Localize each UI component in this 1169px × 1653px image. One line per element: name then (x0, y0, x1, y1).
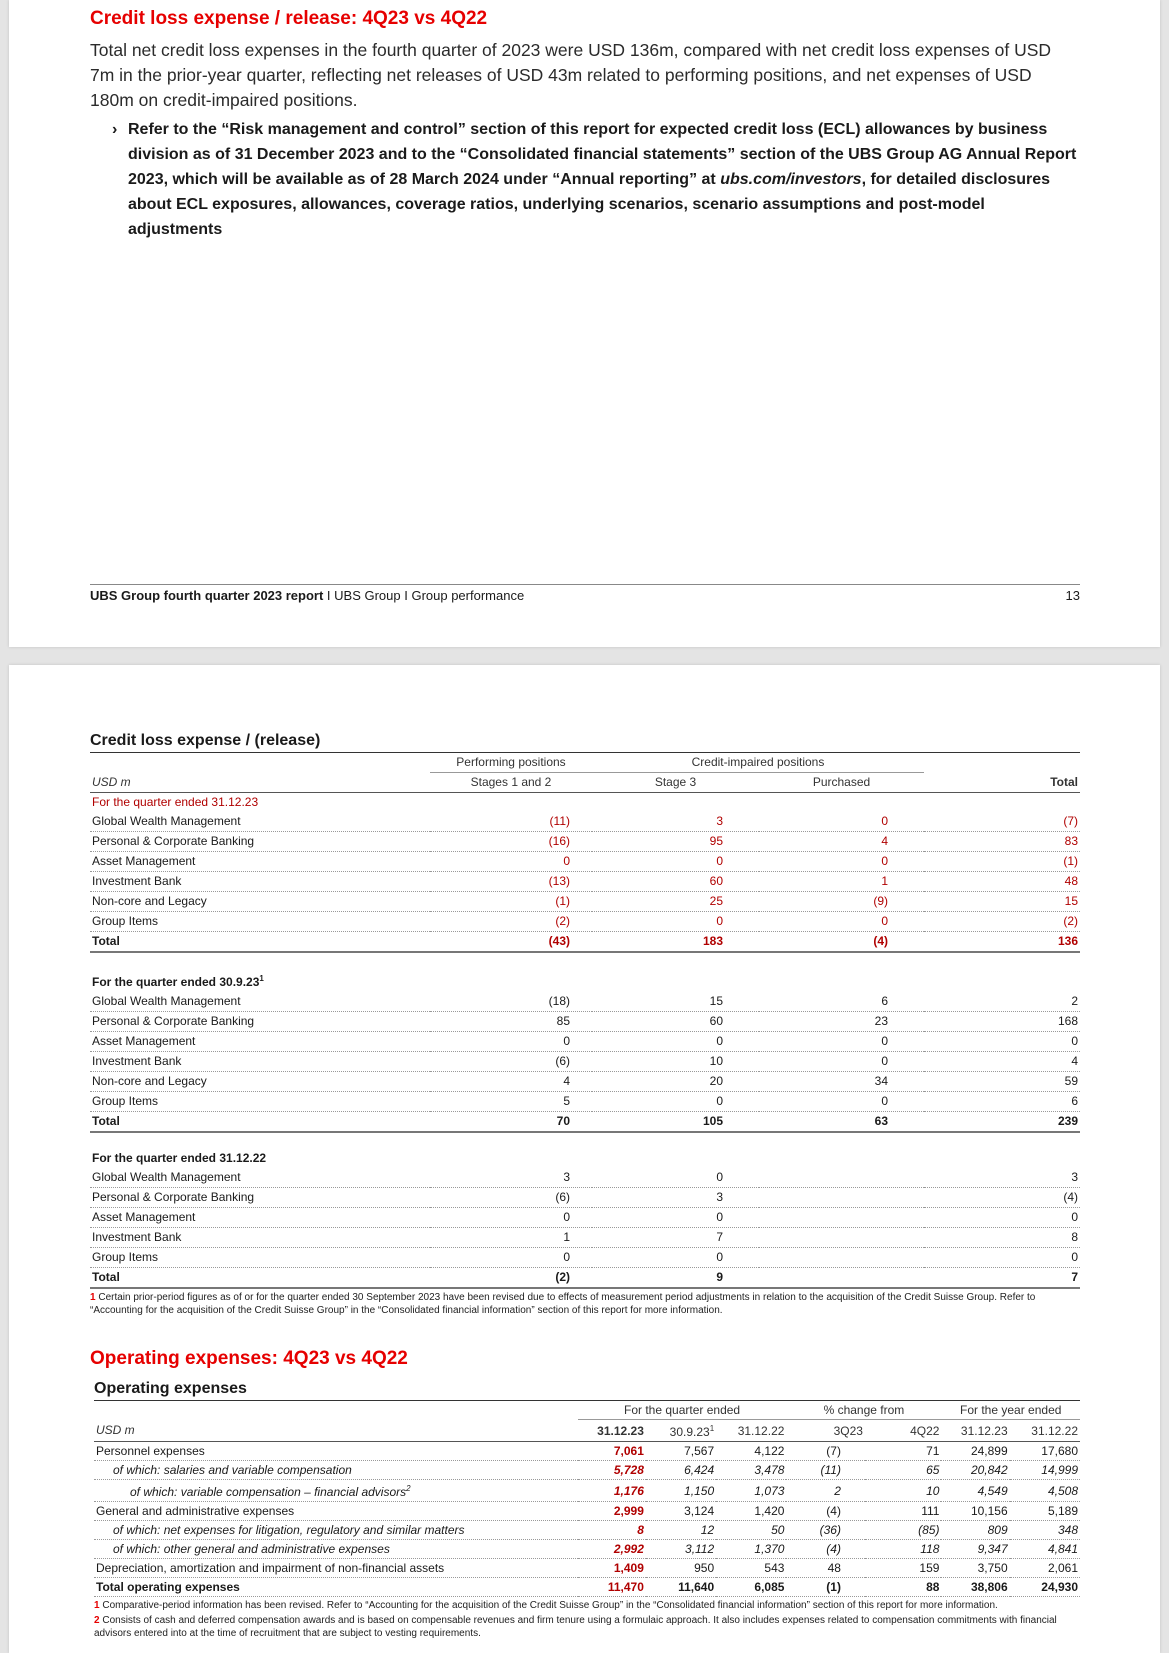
section-label-row (90, 1149, 1080, 1168)
cell-value (759, 1208, 924, 1228)
cell-value: 63 (759, 1112, 924, 1133)
cell-value: 0 (592, 1092, 759, 1112)
cell-value: 168 (924, 1012, 1080, 1032)
cell-value: 0 (430, 1208, 592, 1228)
cell-value: 11,470 (578, 1578, 646, 1597)
cell-value: 60 (592, 1012, 759, 1032)
cell-value: 85 (430, 1012, 592, 1032)
table-row (90, 1032, 1080, 1052)
cell-value: 1,150 (646, 1480, 716, 1502)
cell-value: 8 (578, 1521, 646, 1540)
row-label (94, 1578, 578, 1597)
group-header-row (90, 753, 1080, 773)
cell-value: 3 (430, 1168, 592, 1188)
cell-value: 2 (924, 992, 1080, 1012)
credit-loss-heading: Credit loss expense / release: 4Q23 vs 4Q22 (90, 8, 488, 29)
credit-loss-table (90, 753, 1080, 1289)
cell-value: 0 (592, 1248, 759, 1268)
cell-value: 59 (924, 1072, 1080, 1092)
row-label-text: of which: salaries and variable compensation (113, 1463, 352, 1477)
cell-value: 3 (592, 1188, 759, 1208)
cell-value (759, 1168, 924, 1188)
cell-value: 0 (924, 1248, 1080, 1268)
cell-value: (4) (759, 932, 924, 953)
section-label-text: For the quarter ended 31.12.22 (92, 1151, 267, 1165)
cell-value: 17,680 (1010, 1442, 1080, 1461)
opex-row (94, 1480, 1080, 1502)
opex-row (94, 1442, 1080, 1461)
cell-value: 0 (924, 1032, 1080, 1052)
cell-value: (13) (430, 872, 592, 892)
row-label: Asset Management (90, 1032, 430, 1052)
cell-value: 7,061 (578, 1442, 646, 1461)
cell-value: (1) (430, 892, 592, 912)
table-row (90, 1228, 1080, 1248)
opex-group-header: For the quarter ended (578, 1401, 787, 1420)
row-label: Personal & Corporate Banking (90, 1012, 430, 1032)
credit-loss-table-title: Credit loss expense / (release) (90, 732, 1080, 753)
cell-value: 239 (924, 1112, 1080, 1133)
row-label: Asset Management (90, 1208, 430, 1228)
column-header: Total (924, 773, 1080, 793)
cell-value: 7,567 (646, 1442, 716, 1461)
table-row (90, 1208, 1080, 1228)
cell-value: 60 (592, 872, 759, 892)
opex-column-header (865, 1420, 941, 1442)
page-footer (90, 584, 1080, 603)
cell-value: 7 (592, 1228, 759, 1248)
footnote-text: Certain prior-period figures as of or for the quarter ended 30 September 2023 have been revised due to effects of measurement period adjustments in relation to the acquisition of the Credit Suisse Group. Refer to “Accounting for the acquisition of the Credit Suisse Group” in the “Consolidated financial information” section of this report for more information. (90, 1292, 1036, 1316)
header-text: 3Q23 (833, 1423, 863, 1438)
credit-loss-paragraph: Total net credit loss expenses in the fourth quarter of 2023 were USD 136m, compared with net credit loss expenses of USD 7m in the prior-year quarter, reflecting net releases of USD 43m related to performing positions, and net expenses of USD 180m on credit-impaired positions. (90, 40, 1052, 110)
cell-value: 25 (592, 892, 759, 912)
opex-table (94, 1401, 1080, 1597)
cell-value: 95 (592, 832, 759, 852)
cell-value: 0 (592, 852, 759, 872)
table-row (90, 812, 1080, 832)
cell-value: (6) (430, 1188, 592, 1208)
cell-value: (43) (430, 932, 592, 953)
cell-value: 4,122 (716, 1442, 786, 1461)
cell-value: 0 (430, 1032, 592, 1052)
cell-value: 4,841 (1010, 1540, 1080, 1559)
cell-value: (6) (430, 1052, 592, 1072)
ref-text-pre: Refer to the “Risk management and control” section of this report for expected credit loss (ECL) allowances by business division as of 31 December 2023 and to the “Consolidated financial statements” section of the UBS Group AG Annual Report 2023, which will be available as of 28 March 2024 under “Annual reporting” at (128, 121, 1077, 188)
opex-table-body (94, 1401, 1080, 1597)
cell-value: 0 (759, 912, 924, 932)
footer-report-title: UBS Group fourth quarter 2023 report (90, 588, 324, 603)
cell-value: 6,424 (646, 1461, 716, 1480)
cell-value: 809 (941, 1521, 1009, 1540)
cell-value: 11,640 (646, 1578, 716, 1597)
cell-value: 20,842 (941, 1461, 1009, 1480)
cell-value: 23 (759, 1012, 924, 1032)
unit-label (94, 1420, 578, 1442)
opex-column-header (941, 1420, 1009, 1442)
chevron-right-icon: › (112, 121, 118, 138)
header-text: 31.12.23 (597, 1423, 644, 1438)
cell-value: 65 (865, 1461, 941, 1480)
header-text: 31.12.23 (960, 1423, 1008, 1438)
cell-value: 5,189 (1010, 1502, 1080, 1521)
cell-value: 3,478 (716, 1461, 786, 1480)
row-label (94, 1442, 578, 1461)
cell-value: 0 (759, 812, 924, 832)
footer-label (90, 588, 524, 603)
opex-group-header: For the year ended (941, 1401, 1080, 1420)
cell-value: 50 (716, 1521, 786, 1540)
blank-cell (924, 753, 1080, 773)
cell-value: 0 (592, 912, 759, 932)
table-row (90, 832, 1080, 852)
opex-row (94, 1502, 1080, 1521)
footnote-ref: 2 (406, 1484, 411, 1493)
cell-value: 9,347 (941, 1540, 1009, 1559)
column-header: Stage 3 (592, 773, 759, 793)
cell-value: 48 (924, 872, 1080, 892)
unit-label: USD m (90, 773, 430, 793)
cell-value: 70 (430, 1112, 592, 1133)
cell-value: 4,508 (1010, 1480, 1080, 1502)
cell-value: 136 (924, 932, 1080, 953)
row-label: Non-core and Legacy (90, 892, 430, 912)
table-row (90, 852, 1080, 872)
cell-value: (18) (430, 992, 592, 1012)
section-spacer (90, 1132, 1080, 1149)
cell-value: 2,999 (578, 1502, 646, 1521)
cell-value: 4 (924, 1052, 1080, 1072)
cell-value: (1) (924, 852, 1080, 872)
cell-value: 6 (759, 992, 924, 1012)
cell-value: (16) (430, 832, 592, 852)
cell-value: 2,992 (578, 1540, 646, 1559)
column-header-row (90, 773, 1080, 793)
cell-value: 3,124 (646, 1502, 716, 1521)
row-label-text: Total operating expenses (96, 1580, 240, 1594)
cell-value: 9 (592, 1268, 759, 1289)
cell-value: (1) (786, 1578, 865, 1597)
credit-table-footnote (90, 1291, 1080, 1317)
row-label: Group Items (90, 1092, 430, 1112)
cell-value: 3,112 (646, 1540, 716, 1559)
opex-row (94, 1521, 1080, 1540)
cell-value: (2) (430, 912, 592, 932)
cell-value: 543 (716, 1559, 786, 1578)
header-text: 4Q22 (910, 1423, 940, 1438)
cell-value: 1,073 (716, 1480, 786, 1502)
cell-value: 3 (592, 812, 759, 832)
section-label (90, 969, 1080, 992)
blank-cell (90, 753, 430, 773)
footnote-ref: 1 (709, 1424, 715, 1433)
cell-value: 2 (786, 1480, 865, 1502)
cell-value: 1 (430, 1228, 592, 1248)
row-label-text: Personnel expenses (96, 1444, 205, 1458)
cell-value: (85) (865, 1521, 941, 1540)
cell-value: 3,750 (941, 1559, 1009, 1578)
cell-value: 15 (592, 992, 759, 1012)
row-label: Total (90, 1112, 430, 1133)
credit-loss-table-body (90, 753, 1080, 1288)
row-label: Group Items (90, 912, 430, 932)
row-label: Global Wealth Management (90, 1168, 430, 1188)
cell-value: 0 (592, 1168, 759, 1188)
cell-value: 183 (592, 932, 759, 953)
row-label (94, 1540, 578, 1559)
cell-value: (2) (924, 912, 1080, 932)
cell-value: 348 (1010, 1521, 1080, 1540)
table-row (90, 912, 1080, 932)
header-text: 31.12.22 (1031, 1423, 1078, 1438)
row-label-text: of which: other general and administrative expenses (113, 1542, 390, 1556)
table-row (90, 892, 1080, 912)
row-label (94, 1461, 578, 1480)
cell-value (759, 1248, 924, 1268)
opex-group-header: % change from (786, 1401, 941, 1420)
table-row (90, 1072, 1080, 1092)
row-label: Total (90, 932, 430, 953)
cell-value: 88 (865, 1578, 941, 1597)
table-row (90, 1012, 1080, 1032)
opex-table-title: Operating expenses (94, 1380, 1080, 1401)
footer-section-path: I UBS Group I Group performance (323, 588, 525, 603)
cell-value: 5,728 (578, 1461, 646, 1480)
page-13-content (90, 8, 1080, 242)
cell-value: 118 (865, 1540, 941, 1559)
footnote-number: 1 (90, 1292, 96, 1303)
cell-value: 0 (759, 852, 924, 872)
opex-group-header-row (94, 1401, 1080, 1420)
cell-value: 4 (759, 832, 924, 852)
opex-total-row (94, 1578, 1080, 1597)
cell-value: 20 (592, 1072, 759, 1092)
spacer-cell (90, 1132, 1080, 1149)
row-label (94, 1521, 578, 1540)
cell-value: 12 (646, 1521, 716, 1540)
row-label (94, 1502, 578, 1521)
cell-value: 24,899 (941, 1442, 1009, 1461)
opex-column-header (646, 1420, 716, 1442)
cell-value: (4) (924, 1188, 1080, 1208)
cell-value: 4,549 (941, 1480, 1009, 1502)
section-label-row (90, 793, 1080, 813)
spacer-cell (90, 952, 1080, 969)
cell-value: 10 (592, 1052, 759, 1072)
cell-value: 7 (924, 1268, 1080, 1289)
cell-value: 1,176 (578, 1480, 646, 1502)
opex-row (94, 1461, 1080, 1480)
cell-value: 0 (430, 1248, 592, 1268)
table-total-row (90, 1268, 1080, 1289)
opex-row (94, 1540, 1080, 1559)
page-number: 13 (1065, 588, 1080, 603)
table-row (90, 1092, 1080, 1112)
cell-value: 38,806 (941, 1578, 1009, 1597)
row-label: Investment Bank (90, 1228, 430, 1248)
footnote-ref: 1 (259, 974, 264, 983)
row-label (94, 1480, 578, 1502)
cell-value: 111 (865, 1502, 941, 1521)
opex-block (90, 1348, 1080, 1640)
opex-row (94, 1559, 1080, 1578)
cell-value: 4 (430, 1072, 592, 1092)
blank-cell (94, 1401, 578, 1420)
cell-value: (36) (786, 1521, 865, 1540)
cell-value: 83 (924, 832, 1080, 852)
cell-value: 2,061 (1010, 1559, 1080, 1578)
cell-value: 0 (430, 852, 592, 872)
row-label-text: of which: net expenses for litigation, regulatory and similar matters (113, 1523, 465, 1537)
cell-value: 1,370 (716, 1540, 786, 1559)
investors-link[interactable]: ubs.com/investors (720, 171, 862, 188)
table-total-row (90, 1112, 1080, 1133)
cell-value: 105 (592, 1112, 759, 1133)
column-header: Stages 1 and 2 (430, 773, 592, 793)
report-page-14 (9, 665, 1160, 1653)
row-label: Investment Bank (90, 1052, 430, 1072)
footnote-number: 2 (94, 1615, 100, 1626)
cell-value: 10 (865, 1480, 941, 1502)
section-label (90, 1149, 1080, 1168)
column-header: Purchased (759, 773, 924, 793)
cell-value: 1,409 (578, 1559, 646, 1578)
cell-value: 34 (759, 1072, 924, 1092)
row-label-text: of which: variable compensation – financial advisors (130, 1485, 407, 1499)
table-row (90, 872, 1080, 892)
cell-value: (7) (924, 812, 1080, 832)
cell-value: 0 (759, 1052, 924, 1072)
opex-footnotes (90, 1599, 1080, 1640)
cell-value: 0 (592, 1032, 759, 1052)
row-label: Group Items (90, 1248, 430, 1268)
cell-value: 0 (924, 1208, 1080, 1228)
opex-heading: Operating expenses: 4Q23 vs 4Q22 (90, 1348, 408, 1369)
row-label: Non-core and Legacy (90, 1072, 430, 1092)
cell-value: (11) (430, 812, 592, 832)
cell-value: 0 (759, 1092, 924, 1112)
section-label-text: For the quarter ended 31.12.23 (92, 795, 259, 809)
cell-value: (4) (786, 1502, 865, 1521)
section-label-row (90, 969, 1080, 992)
table-row (90, 1052, 1080, 1072)
opex-footnote (94, 1599, 1080, 1612)
cell-value: 3 (924, 1168, 1080, 1188)
row-label: Investment Bank (90, 872, 430, 892)
cell-value: (7) (786, 1442, 865, 1461)
opex-footnote (94, 1614, 1080, 1640)
table-row (90, 1168, 1080, 1188)
footnote-text: Consists of cash and deferred compensation awards and is based on compensable revenues and firm tenure using a formulaic approach. It also includes expenses related to compensation commitments with financial advisors entered into at the time of recruitment that are subject to vesting requirements. (94, 1615, 1057, 1639)
opex-column-header (578, 1420, 646, 1442)
cell-value (759, 1268, 924, 1289)
opex-column-header (716, 1420, 786, 1442)
group-header-credit-impaired: Credit-impaired positions (592, 753, 924, 773)
cell-value: 0 (592, 1208, 759, 1228)
row-label-text: General and administrative expenses (96, 1504, 295, 1518)
cell-value: 8 (924, 1228, 1080, 1248)
section-spacer (90, 952, 1080, 969)
table-row (90, 1248, 1080, 1268)
header-text: 31.12.22 (737, 1423, 785, 1438)
row-label: Asset Management (90, 852, 430, 872)
cell-value: 15 (924, 892, 1080, 912)
cell-value: 10,156 (941, 1502, 1009, 1521)
row-label: Total (90, 1268, 430, 1289)
footnote-text: Comparative-period information has been revised. Refer to “Accounting for the acquisition of the Credit Suisse Group” in the “Consolidated financial information” section of this report for more information. (102, 1600, 998, 1611)
cell-value: 14,999 (1010, 1461, 1080, 1480)
opex-column-header (786, 1420, 865, 1442)
cell-value: (9) (759, 892, 924, 912)
row-label-text: Depreciation, amortization and impairment of non-financial assets (96, 1561, 445, 1575)
credit-loss-table-block (90, 732, 1080, 1317)
cell-value: 0 (759, 1032, 924, 1052)
header-text: USD m (96, 1423, 135, 1438)
cell-value: 950 (646, 1559, 716, 1578)
cell-value (759, 1188, 924, 1208)
header-text: 30.9.23 (669, 1425, 710, 1439)
row-label: Global Wealth Management (90, 992, 430, 1012)
cell-value: 1,420 (716, 1502, 786, 1521)
table-row (90, 992, 1080, 1012)
opex-column-header-row (94, 1420, 1080, 1442)
cell-value: 5 (430, 1092, 592, 1112)
table-row (90, 1188, 1080, 1208)
row-label: Global Wealth Management (90, 812, 430, 832)
row-label: Personal & Corporate Banking (90, 1188, 430, 1208)
cross-reference (90, 117, 1080, 242)
cell-value: (4) (786, 1540, 865, 1559)
section-label (90, 793, 1080, 813)
cell-value: (2) (430, 1268, 592, 1289)
ref-text-post: , for detailed disclosures about ECL exposures, allowances, coverage ratios, underlying scenarios, scenario assumptions and post-model adjustments (128, 171, 1051, 238)
opex-column-header (1010, 1420, 1080, 1442)
cell-value: 159 (865, 1559, 941, 1578)
row-label (94, 1559, 578, 1578)
cell-value: 48 (786, 1559, 865, 1578)
cell-value: (11) (786, 1461, 865, 1480)
cell-value: 1 (759, 872, 924, 892)
row-label: Personal & Corporate Banking (90, 832, 430, 852)
table-total-row (90, 932, 1080, 953)
section-label-text: For the quarter ended 30.9.23 (92, 975, 260, 989)
group-header-performing: Performing positions (430, 753, 592, 773)
footnote-number: 1 (94, 1600, 100, 1611)
cell-value: 24,930 (1010, 1578, 1080, 1597)
cell-value (759, 1228, 924, 1248)
cell-value: 6 (924, 1092, 1080, 1112)
cell-value: 71 (865, 1442, 941, 1461)
cell-value: 6,085 (716, 1578, 786, 1597)
report-page-13 (9, 0, 1160, 647)
